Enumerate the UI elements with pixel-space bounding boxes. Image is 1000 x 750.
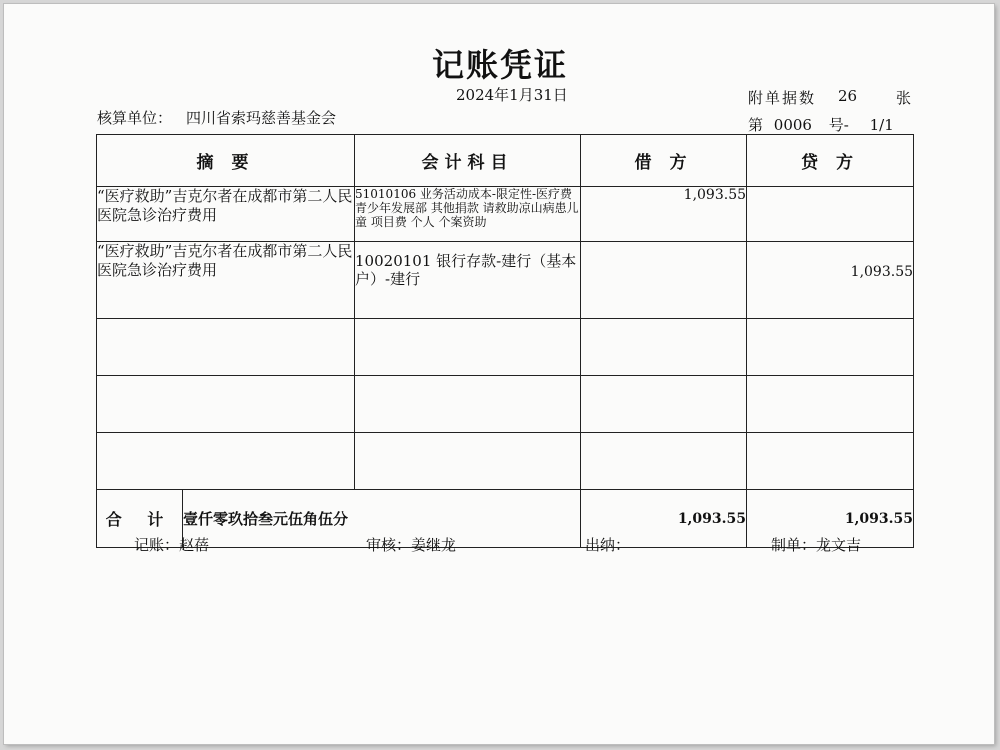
total-debit: 1,093.55: [581, 490, 747, 548]
empty-cell: [747, 376, 914, 433]
empty-cell: [355, 433, 581, 490]
voucher-number-prefix: 第: [748, 116, 764, 134]
table-row: [97, 187, 914, 242]
bookkeeper-signature: 记账：赵蓓: [134, 536, 210, 554]
accounting-unit-value: 四川省索玛慈善基金会: [186, 109, 337, 127]
row-summary: “医疗救助”吉克尔者在成都市第二人民医院急诊治疗费用: [97, 187, 355, 242]
total-label: 合 计: [97, 490, 183, 548]
empty-cell: [581, 376, 747, 433]
voucher-table: [96, 134, 914, 548]
cashier-signature: 出纳：: [585, 536, 631, 554]
table-row-empty: [97, 319, 914, 376]
empty-cell: [747, 433, 914, 490]
row-subject: 10020101 银行存款-建行（基本户）-建行: [355, 242, 581, 319]
document-title: 记账凭证: [431, 46, 568, 84]
header-summary: 摘 要: [97, 135, 355, 187]
voucher-number-suffix: 号-: [828, 116, 849, 134]
attachment-count: 26: [838, 87, 858, 105]
table-row-empty: [97, 433, 914, 490]
voucher-date: 2024年1月31日: [456, 86, 568, 104]
table-header-row: [97, 135, 914, 187]
accounting-unit-label: 核算单位：: [97, 109, 173, 127]
empty-cell: [355, 319, 581, 376]
total-amount-in-words: 壹仟零玖拾叁元伍角伍分: [183, 490, 581, 548]
voucher-number: [748, 114, 894, 135]
row-debit: [581, 242, 747, 319]
row-credit: 1,093.55: [747, 242, 914, 319]
row-credit: [747, 187, 914, 242]
empty-cell: [97, 376, 355, 433]
empty-cell: [97, 433, 355, 490]
empty-cell: [97, 319, 355, 376]
preparer-signature: 制单：龙文吉: [771, 536, 862, 554]
voucher-page: 1/1: [869, 116, 894, 134]
total-credit: 1,093.55: [747, 490, 914, 548]
row-debit: 1,093.55: [581, 187, 747, 242]
row-summary: “医疗救助”吉克尔者在成都市第二人民医院急诊治疗费用: [97, 242, 355, 319]
empty-cell: [355, 376, 581, 433]
header-credit: 贷 方: [747, 135, 914, 187]
header-subject: 会计科目: [355, 135, 581, 187]
attachment-count-label: 附单据数: [748, 89, 817, 107]
reviewer-signature: 审核：姜继龙: [366, 536, 457, 554]
header-debit: 借 方: [581, 135, 747, 187]
empty-cell: [581, 319, 747, 376]
row-subject: 51010106 业务活动成本-限定性-医疗费 青少年发展部 其他捐款 请救助凉山病患儿童 项目费 个人 个案资助: [355, 187, 581, 242]
attachment-unit: 张: [896, 89, 912, 107]
table-row: [97, 242, 914, 319]
empty-cell: [747, 319, 914, 376]
table-row-empty: [97, 376, 914, 433]
voucher-number-value: 0006: [773, 116, 812, 134]
empty-cell: [581, 433, 747, 490]
